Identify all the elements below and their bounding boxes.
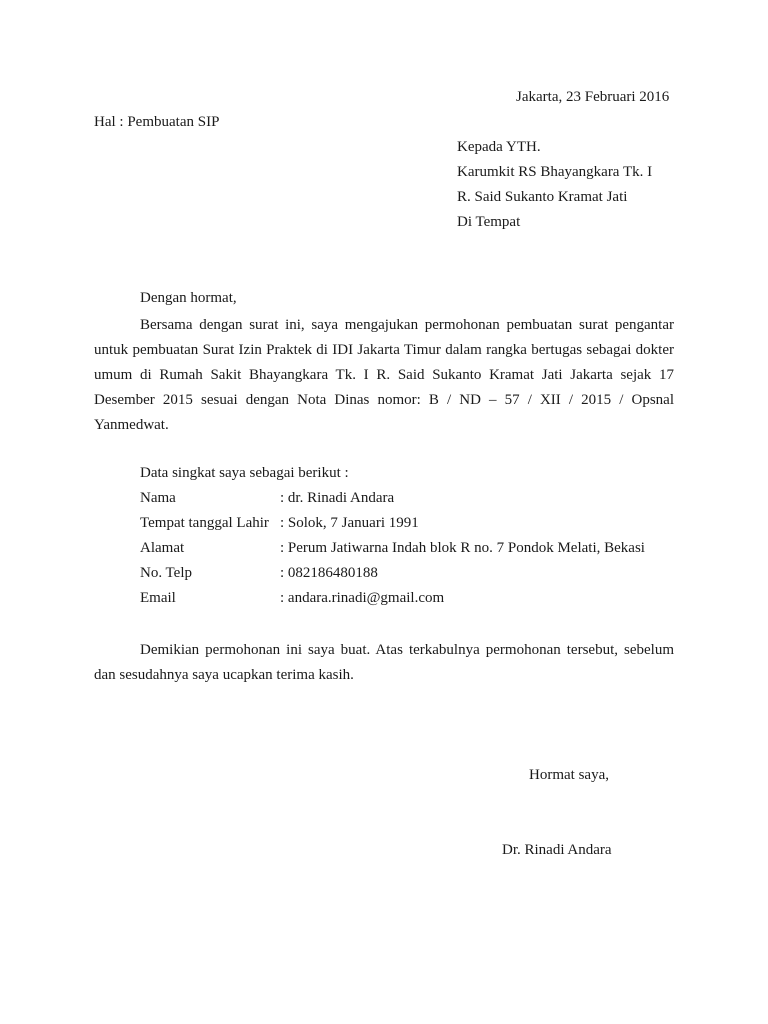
signer-name: Dr. Rinadi Andara [502,842,612,858]
data-value: : Perum Jatiwarna Indah blok R no. 7 Pondok Melati, Bekasi [280,540,645,556]
data-label: No. Telp [140,565,193,581]
data-intro: Data singkat saya sebagai berikut : [140,465,349,481]
body-paragraph: Bersama dengan surat ini, saya mengajukan permohonan pembuatan surat pengantar untuk pembuatan Surat Izin Praktek di IDI Jakarta Timur dalam rangka bertugas sebagai dokter umum di Rumah Sakit Bhayangkara Tk. I R. Said Sukanto Kramat Jati Jakarta sejak 17 Desember 2015 sesuai dengan Nota Dinas nomor: B / ND – 57 / XII / 2015 / Opsnal Yanmedwat. [94,317,674,433]
recipient-block [457,137,652,237]
data-value: : Solok, 7 Januari 1991 [280,515,419,531]
letter-date: Jakarta, 23 Februari 2016 [516,89,670,105]
closing-regards: Hormat saya, [529,767,609,783]
recipient-line: Di Tempat [457,214,521,230]
recipient-line: R. Said Sukanto Kramat Jati [457,189,628,205]
data-row-alamat [140,538,645,563]
data-value: : 082186480188 [280,565,378,581]
data-value: : andara.rinadi@gmail.com [280,590,445,606]
data-row-ttl [140,513,645,538]
data-label: Tempat tanggal Lahir [140,515,269,531]
data-row-telp [140,563,645,588]
data-value: : dr. Rinadi Andara [280,490,395,506]
salutation: Dengan hormat, [140,290,237,306]
recipient-line: Kepada YTH. [457,139,541,155]
letter-subject: Hal : Pembuatan SIP [94,114,220,130]
data-label: Nama [140,490,176,506]
data-label: Alamat [140,540,185,556]
data-row-nama [140,488,645,513]
personal-data-table [140,488,645,613]
data-row-email [140,588,645,613]
data-label: Email [140,590,176,606]
closing-paragraph: Demikian permohonan ini saya buat. Atas terkabulnya permohonan tersebut, sebelum dan sesudahnya saya ucapkan terima kasih. [94,642,674,683]
recipient-line: Karumkit RS Bhayangkara Tk. I [457,164,653,180]
